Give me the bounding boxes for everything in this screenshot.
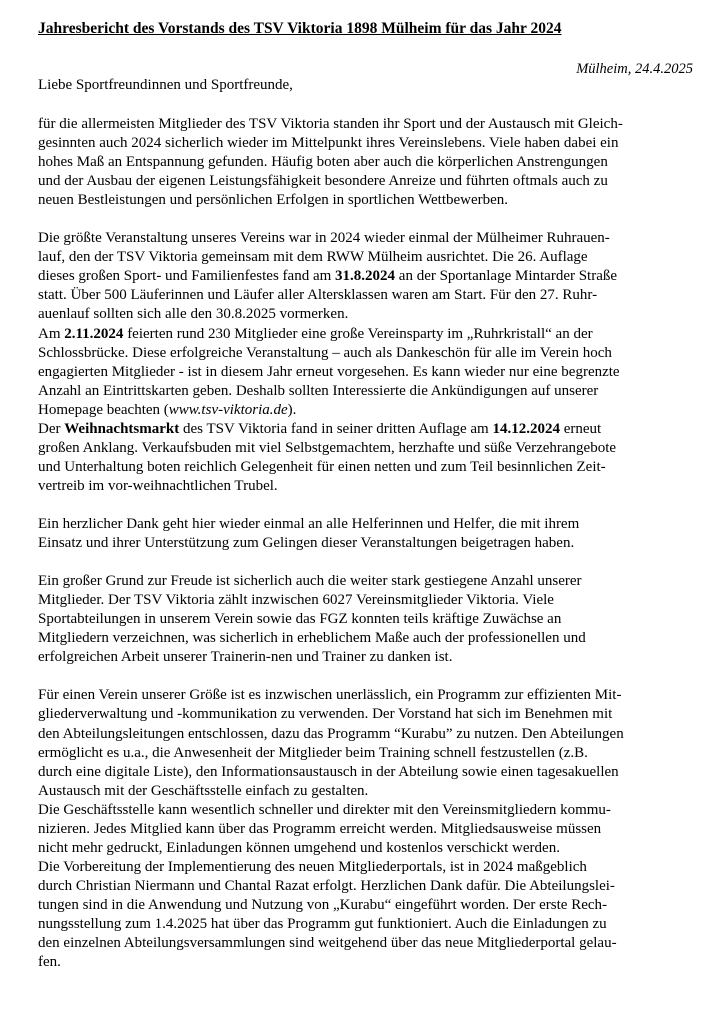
text-line: und Unterhaltung boten reichlich Gelegenheit für einen netten und zum Teil besinnlichen Zeit- <box>38 458 606 475</box>
text-line: durch Christian Niermann und Chantal Razat erfolgt. Herzlichen Dank dafür. Die Abteilungslei- <box>38 877 615 894</box>
text-line: Mitglieder. Der TSV Viktoria zählt inzwischen 6027 Vereinsmitglieder Viktoria. Viele <box>38 592 554 609</box>
weihnachtsmarkt-label: Weihnachtsmarkt <box>64 420 180 437</box>
text-line: engagierten Mitglieder - ist in diesem Jahr erneut vorgesehen. Es kann wieder nur eine begrenzte <box>38 363 620 380</box>
text-line: Ein großer Grund zur Freude ist sicherlich auch die weiter stark gestiegene Anzahl unserer <box>38 573 582 590</box>
text-run: des TSV Viktoria fand in seiner dritten Auflage am <box>179 420 493 437</box>
text-line: den Abteilungsleitungen entschlossen, dazu das Programm “Kurabu” zu nutzen. Den Abteilungen <box>38 725 624 742</box>
text-line: Für einen Verein unserer Größe ist es inzwischen unerlässlich, ein Programm zur effizienten Mit- <box>38 687 622 704</box>
text-run: Der <box>38 420 65 437</box>
text-line: nungsstellung zum 1.4.2025 hat über das Programm gut funktioniert. Auch die Einladungen zu <box>38 915 607 932</box>
text-line: Mitgliedern verzeichnen, was sicherlich in erheblichem Maße auch der professionellen und <box>38 630 586 647</box>
homepage-url: www.tsv-viktoria.de <box>168 401 288 418</box>
text-line: erfolgreichen Arbeit unserer Trainerin-nen und Trainer zu danken ist. <box>38 649 453 666</box>
text-run: Am <box>38 325 65 342</box>
text-line: tungen sind in die Anwendung und Nutzung von „Kurabu“ eingeführt worden. Der erste Rech- <box>38 896 608 913</box>
text-run: an der Sportanlage Mintarder Straße <box>395 268 618 285</box>
paragraph-thanks <box>38 515 706 553</box>
greeting: Liebe Sportfreundinnen und Sportfreunde, <box>38 77 293 93</box>
text-line: Die Geschäftsstelle kann wesentlich schneller und direkter mit den Vereinsmitgliedern kommu- <box>38 801 611 818</box>
text-line: lauf, den der TSV Viktoria gemeinsam mit dem RWW Mülheim ausrichtet. Die 26. Auflage <box>38 249 588 266</box>
paragraph-spacer <box>38 496 706 515</box>
text-line: gesinnten auch 2024 sicherlich wieder im Mittelpunkt ihres Vereinslebens. Viele haben dabei ein <box>38 135 619 152</box>
text-line: hohes Maß an Entspannung gefunden. Häufig boten aber auch die körperlichen Anstrengungen <box>38 154 608 171</box>
text-line: nicht mehr gedruckt, Einladungen können umgehend und kostenlos verschickt werden. <box>38 839 560 856</box>
paragraph-kurabu <box>38 686 706 972</box>
event-date-weihnachtsmarkt: 14.12.2024 <box>492 420 560 437</box>
text-line: Einsatz und ihrer Unterstützung zum Gelingen dieser Veranstaltungen beigetragen haben. <box>38 535 575 552</box>
text-line: großen Anklang. Verkaufsbuden mit viel Selbstgemachtem, herzhafte und süße Verzehrangebote <box>38 439 617 456</box>
text-line <box>38 325 706 344</box>
text-line: Anzahl an Eintrittskarten geben. Deshalb sollten Interessierte die Ankündigungen auf unserer <box>38 382 599 399</box>
text-run: ). <box>287 401 297 418</box>
text-line: Schlossbrücke. Diese erfolgreiche Veranstaltung – auch als Dankeschön für alle im Verein hoch <box>38 344 612 361</box>
text-line: und der Ausbau der eigenen Leistungsfähigkeit besondere Anreize und führten oftmals auch zu <box>38 173 608 190</box>
paragraph-spacer <box>38 667 706 686</box>
text-line: gliederverwaltung und -kommunikation zu verwenden. Der Vorstand hat sich im Benehmen mit <box>38 706 613 723</box>
text-line: den einzelnen Abteilungsversammlungen sind weitgehend über das neue Mitgliederportal gelau- <box>38 935 617 952</box>
text-line: vertreib im vor-weihnachtlichen Trubel. <box>38 477 278 494</box>
text-run: Homepage beachten ( <box>38 401 169 418</box>
text-run: dieses großen Sport- und Familienfestes fand am <box>38 268 336 285</box>
text-line: auenlauf sollten sich alle den 30.8.2025 vormerken. <box>38 306 349 323</box>
text-line: nizieren. Jedes Mitglied kann über das Programm erreicht werden. Mitgliedsausweise müssen <box>38 820 602 837</box>
event-date-party: 2.11.2024 <box>64 325 124 342</box>
text-run: erneut <box>559 420 602 437</box>
document-title: Jahresbericht des Vorstands des TSV Viktoria 1898 Mülheim für das Jahr 2024 <box>38 20 562 37</box>
document-date: Mülheim, 24.4.2025 <box>576 61 693 77</box>
text-line <box>38 267 706 286</box>
text-line <box>38 420 706 439</box>
text-line <box>38 401 706 420</box>
text-line: neuen Bestleistungen und persönlichen Erfolgen in sportlichen Wettbewerben. <box>38 192 509 209</box>
paragraph-events <box>38 229 706 496</box>
text-line: Die Vorbereitung der Implementierung des neuen Mitgliederportals, ist in 2024 maßgeblich <box>38 858 587 875</box>
paragraph-members <box>38 572 706 667</box>
paragraph-spacer <box>38 210 706 229</box>
report-body <box>38 115 706 972</box>
text-line: statt. Über 500 Läuferinnen und Läufer aller Altersklassen waren am Start. Für den 27. Ruhr- <box>38 287 598 304</box>
text-line: Ein herzlicher Dank geht hier wieder einmal an alle Helferinnen und Helfer, die mit ihrem <box>38 515 580 532</box>
text-line: Austausch mit der Geschäftsstelle einfach zu gestalten. <box>38 782 369 799</box>
text-line: ermöglicht es u.a., die Anwesenheit der Mitglieder beim Training schnell festzustellen (z.B. <box>38 744 588 761</box>
text-line: fen. <box>38 954 61 971</box>
paragraph-spacer <box>38 553 706 572</box>
paragraph-intro <box>38 115 706 210</box>
text-line: Sportabteilungen in unserem Verein sowie das FGZ konnten teils kräftige Zuwächse an <box>38 611 562 628</box>
text-line: für die allermeisten Mitglieder des TSV Viktoria standen ihr Sport und der Austausch mit Gleich- <box>38 116 623 132</box>
text-line: durch eine digitale Liste), den Informationsaustausch in der Abteilung sowie einen tagesakuellen <box>38 763 619 780</box>
text-run: feierten rund 230 Mitglieder eine große Vereinsparty im „Ruhrkristall“ an der <box>123 325 593 342</box>
event-date-ruhrauenlauf: 31.8.2024 <box>335 268 396 285</box>
text-line: Die größte Veranstaltung unseres Vereins war in 2024 wieder einmal der Mülheimer Ruhrauen- <box>38 230 610 247</box>
